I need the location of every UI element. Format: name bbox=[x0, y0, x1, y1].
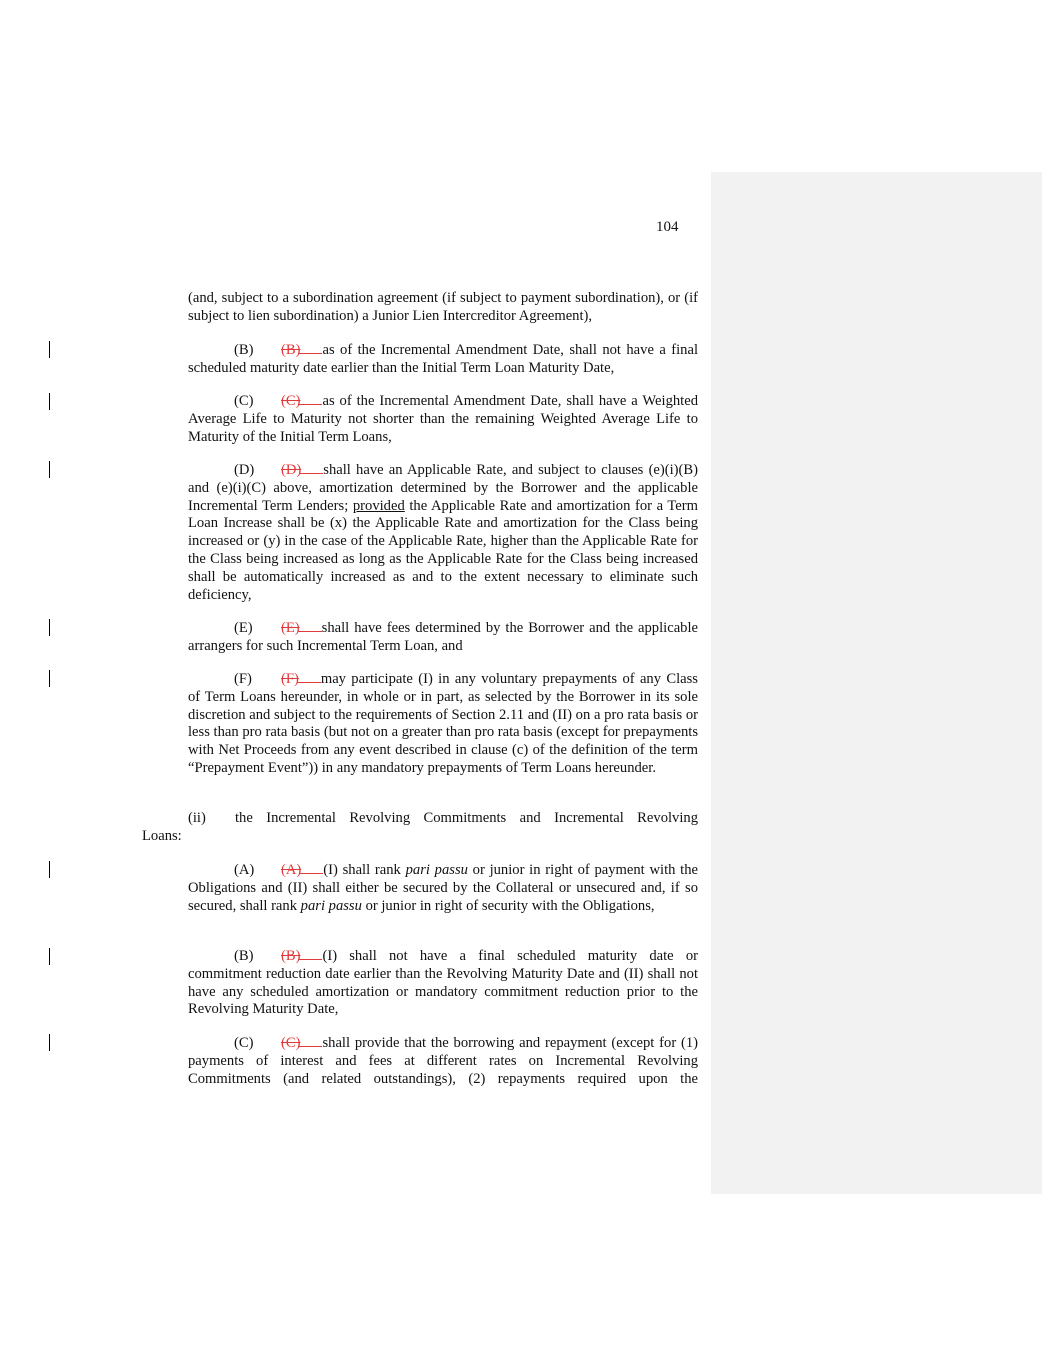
change-bar bbox=[49, 461, 50, 478]
deleted-number: (B) bbox=[281, 342, 301, 358]
deleted-number: (F) bbox=[281, 671, 299, 687]
clause-f-term: (F) (F) may participate (I) in any voluntary prepayments of any Class of Term Loans hereunder, in whole or in part, as selected by the Borrower in its sole discretion and subject to the requirements of Section 2.11 and (II) on a pro rata basis or less than pro rata basis (but not on a greater than pro rata basis (except for prepayments with Net Proceeds from any event described in clause (c) of the definition of the term “Prepayment Event”)) in any mandatory prepayments of Term Loans hereunder. bbox=[188, 671, 698, 776]
comment-pane bbox=[711, 172, 1042, 1194]
change-bar bbox=[49, 948, 50, 965]
deleted-number: (B) bbox=[281, 948, 301, 964]
clause-a-revolving: (A) (A) (I) shall rank pari passu or junior in right of payment with the Obligations and (II) shall either be secured by the Collateral or unsecured and, if so secured, shall rank pari passu or junior in right of security with the Obligations, bbox=[188, 862, 698, 914]
deleted-number: (C) bbox=[281, 1035, 301, 1051]
change-bar bbox=[49, 861, 50, 878]
change-bar bbox=[49, 1034, 50, 1051]
paragraph-continuation: (and, subject to a subordination agreement (if subject to payment subordination), or (if subject to lien subordination) a Junior Lien Intercreditor Agreement), bbox=[188, 290, 698, 324]
deleted-number: (E) bbox=[281, 620, 300, 636]
change-bar bbox=[49, 393, 50, 410]
clause-e-term: (E) (E) shall have fees determined by the Borrower and the applicable arrangers for such Incremental Term Loan, and bbox=[188, 620, 698, 654]
clause-ii-heading: (ii) the Incremental Revolving Commitments and Incremental Revolving bbox=[188, 810, 698, 826]
page-number: 104 bbox=[656, 219, 679, 235]
change-bar bbox=[49, 341, 50, 358]
clause-c-revolving: (C) (C) shall provide that the borrowing and repayment (except for (1) payments of interest and fees at different rates on Incremental Revolving Commitments (and related outstandings), (2) repayments required upon the bbox=[188, 1035, 698, 1087]
clause-b-term: (B) (B) as of the Incremental Amendment Date, shall not have a final scheduled maturity date earlier than the Initial Term Loan Maturity Date, bbox=[188, 342, 698, 376]
deleted-number: (D) bbox=[281, 462, 302, 478]
clause-c-term: (C) (C) as of the Incremental Amendment Date, shall have a Weighted Average Life to Maturity not shorter than the remaining Weighted Average Life to Maturity of the Initial Term Loans, bbox=[188, 393, 698, 445]
deleted-number: (C) bbox=[281, 393, 301, 409]
change-bar bbox=[49, 670, 50, 687]
change-bar bbox=[49, 619, 50, 636]
clause-b-revolving: (B) (B) (I) shall not have a final scheduled maturity date or commitment reduction date earlier than the Revolving Maturity Date and (II) shall not have any scheduled amortization or mandatory commitment reduction prior to the Revolving Maturity Date, bbox=[188, 948, 698, 1018]
clause-ii-heading-end: Loans: bbox=[142, 828, 182, 844]
clause-d-term: (D) (D) shall have an Applicable Rate, and subject to clauses (e)(i)(B) and (e)(i)(C) above, amortization determined by the Borrower and the applicable Incremental Term Lenders; provided the Applicable Rate and amortization for a Term Loan Increase shall be (x) the Applicable Rate and amortization for the Class being increased or (y) in the case of the Applicable Rate, higher than the Applicable Rate for the Class being increased as long as the Applicable Rate for the Class being increased shall be automatically increased as and to the extent necessary to eliminate such deficiency, bbox=[188, 462, 698, 603]
deleted-number: (A) bbox=[281, 862, 302, 878]
underlined-term: provided bbox=[352, 497, 405, 514]
